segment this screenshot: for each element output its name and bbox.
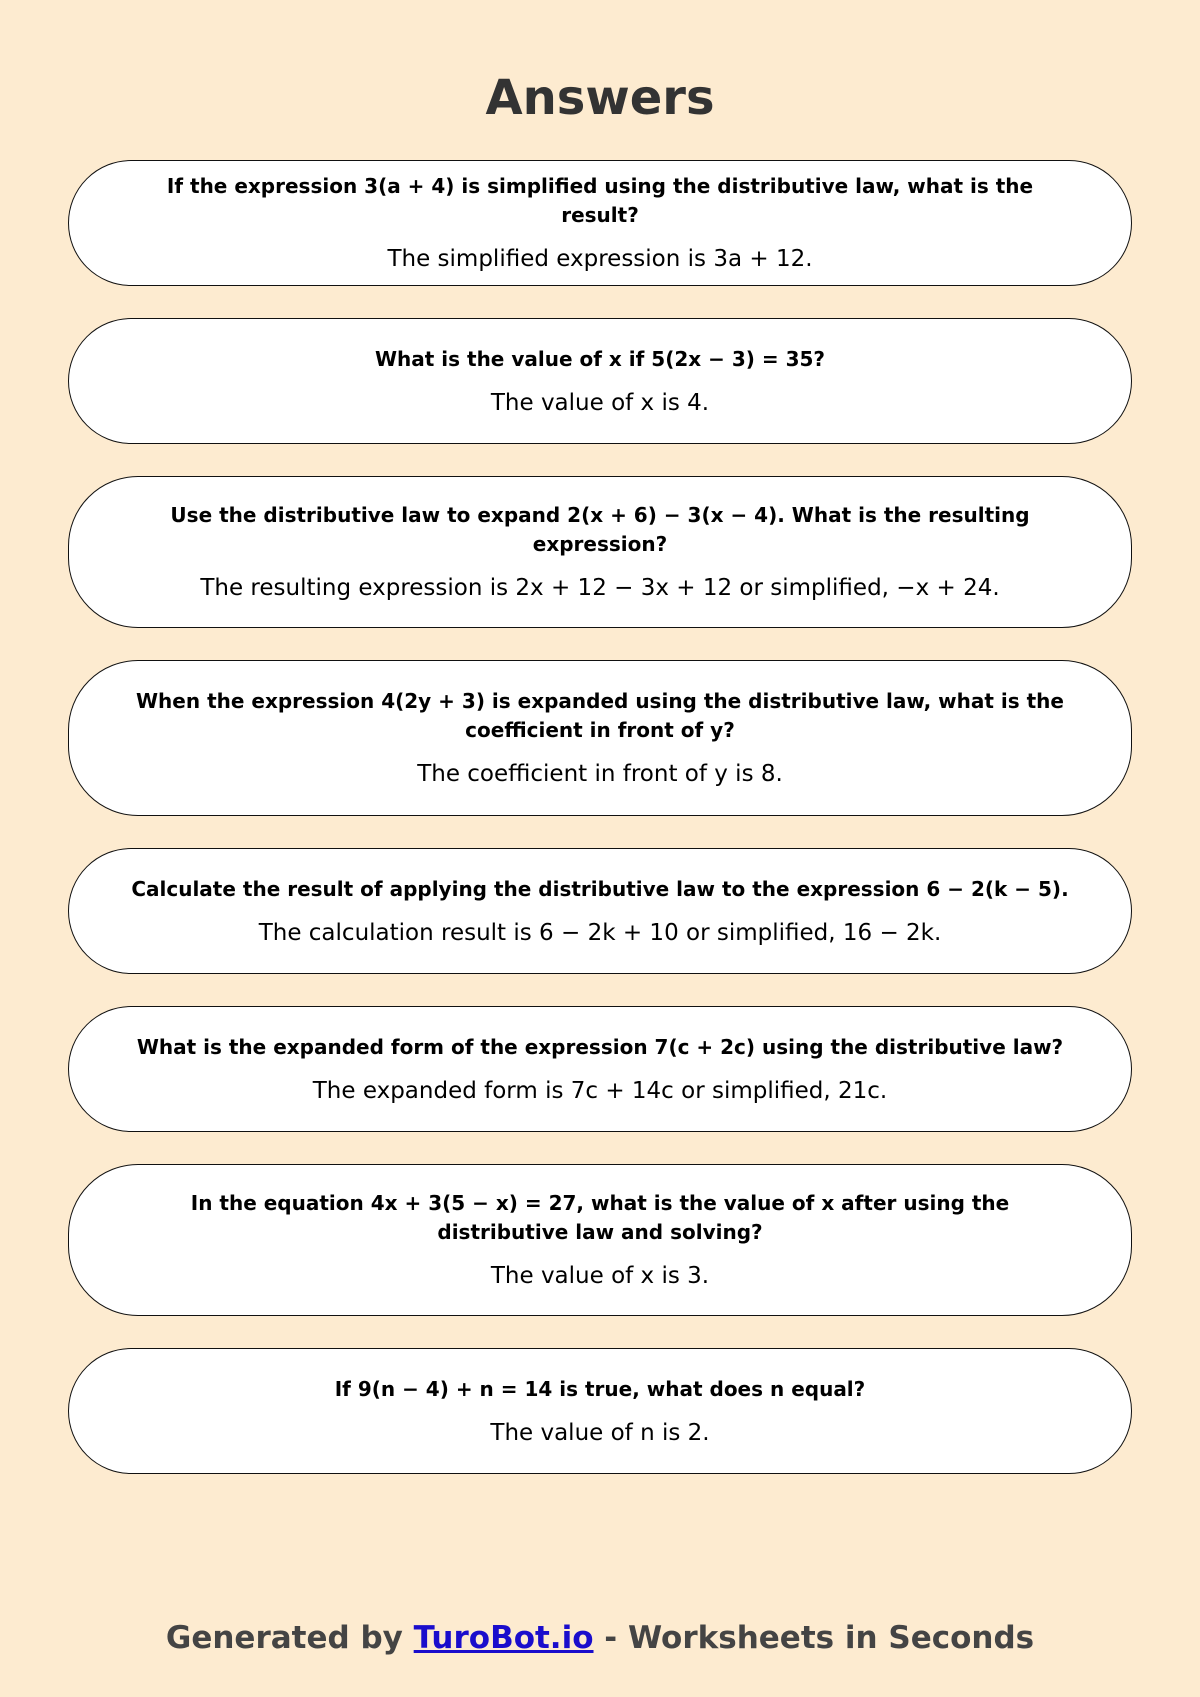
answer-card-1 [68, 160, 1132, 286]
footer [0, 1618, 1200, 1658]
answer-card-5 [68, 848, 1132, 974]
answer-text: The expanded form is 7c + 14c or simplified, 21c. [312, 1077, 888, 1104]
answer-card-3 [68, 476, 1132, 628]
question-text: When the expression 4(2y + 3) is expanded using the distributive law, what is the coefficient in front of y? [136, 689, 1064, 742]
answer-text: The simplified expression is 3a + 12. [387, 246, 813, 272]
question-text: If 9(n − 4) + n = 14 is true, what does n equal? [334, 1376, 866, 1401]
question-text: If the expression 3(a + 4) is simplified using the distributive law, what is the result? [166, 174, 1034, 227]
answer-text: The value of x is 3. [490, 1263, 710, 1289]
question-text: Use the distributive law to expand 2(x + 6) − 3(x − 4). What is the resulting expression? [170, 503, 1030, 556]
answer-text: The calculation result is 6 − 2k + 10 or simplified, 16 − 2k. [258, 919, 942, 946]
footer-prefix: Generated by [165, 1620, 414, 1656]
page-title: Answers [485, 70, 715, 126]
turobot-link[interactable]: TuroBot.io [413, 1620, 594, 1656]
answer-list [68, 160, 1132, 1506]
answer-card-2 [68, 318, 1132, 444]
footer-suffix: - Worksheets in Seconds [593, 1620, 1035, 1656]
answer-text: The coefficient in front of y is 8. [417, 761, 783, 787]
answer-card-8 [68, 1348, 1132, 1474]
answer-text: The resulting expression is 2x + 12 − 3x + 12 or simplified, −x + 24. [200, 575, 1000, 601]
answer-text: The value of n is 2. [490, 1419, 710, 1446]
question-text: Calculate the result of applying the distributive law to the expression 6 − 2(k − 5). [131, 876, 1069, 901]
answer-card-7 [68, 1164, 1132, 1316]
question-text: In the equation 4x + 3(5 − x) = 27, what is the value of x after using the distributive law and solving? [190, 1191, 1010, 1244]
question-text: What is the value of x if 5(2x − 3) = 35? [374, 346, 826, 371]
answer-card-4 [68, 660, 1132, 816]
answer-card-6 [68, 1006, 1132, 1132]
question-text: What is the expanded form of the expression 7(c + 2c) using the distributive law? [136, 1034, 1064, 1059]
answer-text: The value of x is 4. [490, 389, 710, 416]
